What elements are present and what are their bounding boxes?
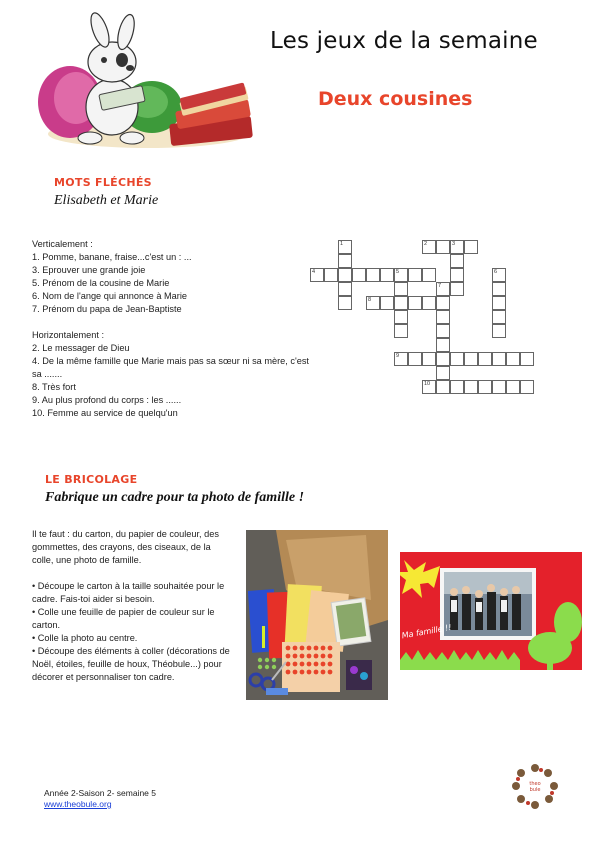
crossword-cell[interactable] bbox=[436, 338, 450, 352]
crossword-grid bbox=[310, 240, 550, 410]
rabbit-illustration bbox=[30, 12, 260, 152]
svg-text:bule: bule bbox=[529, 787, 541, 793]
clue-vertical: 7. Prénom du papa de Jean-Baptiste bbox=[32, 304, 182, 314]
crossword-section-label: MOTS FLÉCHÉS bbox=[54, 176, 152, 189]
clue-horizontal: 2. Le messager de Dieu bbox=[32, 343, 130, 353]
crossword-clues bbox=[32, 238, 317, 420]
footer bbox=[44, 788, 156, 810]
footer-edition: Année 2-Saison 2- semaine 5 bbox=[44, 788, 156, 798]
crossword-cell[interactable] bbox=[338, 296, 352, 310]
crossword-cell[interactable] bbox=[394, 324, 408, 338]
crossword-cell[interactable] bbox=[436, 296, 450, 310]
crossword-cell[interactable] bbox=[394, 310, 408, 324]
crossword-clue-number: 7 bbox=[438, 283, 442, 289]
crossword-clue-number: 4 bbox=[312, 269, 316, 275]
horizontal-heading: Horizontalement : bbox=[32, 330, 105, 340]
crossword-cell[interactable] bbox=[380, 296, 394, 310]
craft-step: • Découpe des éléments à coller (décorations de Noël, étoiles, feuille de houx, Théobule...) pour décorer et personnaliser ton cadre. bbox=[32, 646, 230, 682]
crossword-cell[interactable] bbox=[506, 380, 520, 394]
crossword-cell[interactable] bbox=[478, 352, 492, 366]
clue-horizontal: 10. Femme au service de quelqu'un bbox=[32, 408, 178, 418]
craft-step: • Colle une feuille de papier de couleur sur le carton. bbox=[32, 607, 215, 630]
crossword-clue-number: 3 bbox=[452, 241, 456, 247]
crossword-cell[interactable] bbox=[464, 380, 478, 394]
crossword-cell[interactable] bbox=[408, 352, 422, 366]
crossword-cell[interactable] bbox=[520, 380, 534, 394]
craft-step: • Colle la photo au centre. bbox=[32, 633, 138, 643]
crossword-cell[interactable] bbox=[464, 240, 478, 254]
craft-intro: Il te faut : du carton, du papier de couleur, des gommettes, des crayons, des ciseaux, de la colle, une photo de famille. bbox=[32, 529, 219, 565]
crossword-cell[interactable] bbox=[394, 296, 408, 310]
crossword-cell[interactable] bbox=[478, 380, 492, 394]
crossword-cell[interactable] bbox=[492, 324, 506, 338]
crossword-cell[interactable] bbox=[422, 296, 436, 310]
crossword-cell[interactable] bbox=[520, 352, 534, 366]
clue-vertical: 3. Eprouver une grande joie bbox=[32, 265, 146, 275]
clue-horizontal: 8. Très fort bbox=[32, 382, 76, 392]
crossword-cell[interactable] bbox=[492, 352, 506, 366]
crossword-cell[interactable] bbox=[450, 380, 464, 394]
svg-text:theo: theo bbox=[529, 781, 541, 787]
crossword-cell[interactable] bbox=[408, 268, 422, 282]
craft-step: • Découpe le carton à la taille souhaitée pour le cadre. Fais-toi aider si besoin. bbox=[32, 581, 225, 604]
footer-link[interactable]: www.theobule.org bbox=[44, 799, 112, 809]
vertical-heading: Verticalement : bbox=[32, 239, 93, 249]
craft-section-label: LE BRICOLAGE bbox=[45, 473, 138, 486]
crossword-title: Elisabeth et Marie bbox=[54, 193, 159, 208]
crossword-cell[interactable] bbox=[352, 268, 366, 282]
crossword-clue-number: 8 bbox=[368, 297, 372, 303]
finished-frame-photo bbox=[400, 552, 582, 670]
crossword-cell[interactable] bbox=[506, 352, 520, 366]
clue-horizontal: 4. De la même famille que Marie mais pas sa sœur ni sa mère, c'est sa ....... bbox=[32, 356, 309, 379]
crossword-clue-number: 6 bbox=[494, 269, 498, 275]
materials-photo bbox=[246, 530, 388, 700]
photo-caption: Ma famille !! bbox=[400, 622, 453, 641]
crossword-clue-number: 1 bbox=[340, 241, 344, 247]
crossword-clue-number: 5 bbox=[396, 269, 400, 275]
crossword-cell[interactable] bbox=[422, 352, 436, 366]
crossword-cell[interactable] bbox=[492, 380, 506, 394]
clue-horizontal: 9. Au plus profond du corps : les ...... bbox=[32, 395, 182, 405]
crossword-cell[interactable] bbox=[380, 268, 394, 282]
crossword-cell[interactable] bbox=[450, 282, 464, 296]
page-subtitle: Deux cousines bbox=[318, 88, 473, 110]
craft-title: Fabrique un cadre pour ta photo de famille ! bbox=[45, 490, 305, 505]
crossword-cell[interactable] bbox=[338, 282, 352, 296]
crossword-cell[interactable] bbox=[366, 268, 380, 282]
theobule-logo bbox=[510, 762, 560, 812]
craft-instructions bbox=[32, 528, 232, 684]
crossword-cell[interactable] bbox=[450, 254, 464, 268]
crossword-cell[interactable] bbox=[324, 268, 338, 282]
crossword-cell[interactable] bbox=[436, 366, 450, 380]
crossword-cell[interactable] bbox=[436, 352, 450, 366]
crossword-clue-number: 2 bbox=[424, 241, 428, 247]
crossword-cell[interactable] bbox=[450, 352, 464, 366]
crossword-clue-number: 10 bbox=[424, 381, 431, 387]
crossword-cell[interactable] bbox=[464, 352, 478, 366]
crossword-cell[interactable] bbox=[492, 310, 506, 324]
crossword-cell[interactable] bbox=[394, 282, 408, 296]
clue-vertical: 6. Nom de l'ange qui annonce à Marie bbox=[32, 291, 187, 301]
crossword-cell[interactable] bbox=[422, 268, 436, 282]
clue-vertical: 1. Pomme, banane, fraise...c'est un : ... bbox=[32, 252, 192, 262]
page-title: Les jeux de la semaine bbox=[270, 28, 538, 54]
crossword-cell[interactable] bbox=[436, 324, 450, 338]
crossword-clue-number: 9 bbox=[396, 353, 400, 359]
crossword-cell[interactable] bbox=[492, 296, 506, 310]
crossword-cell[interactable] bbox=[450, 268, 464, 282]
crossword-cell[interactable] bbox=[338, 268, 352, 282]
crossword-cell[interactable] bbox=[436, 310, 450, 324]
crossword-cell[interactable] bbox=[436, 240, 450, 254]
crossword-cell[interactable] bbox=[408, 296, 422, 310]
crossword-cell[interactable] bbox=[492, 282, 506, 296]
clue-vertical: 5. Prénom de la cousine de Marie bbox=[32, 278, 170, 288]
crossword-cell[interactable] bbox=[338, 254, 352, 268]
crossword-cell[interactable] bbox=[436, 380, 450, 394]
